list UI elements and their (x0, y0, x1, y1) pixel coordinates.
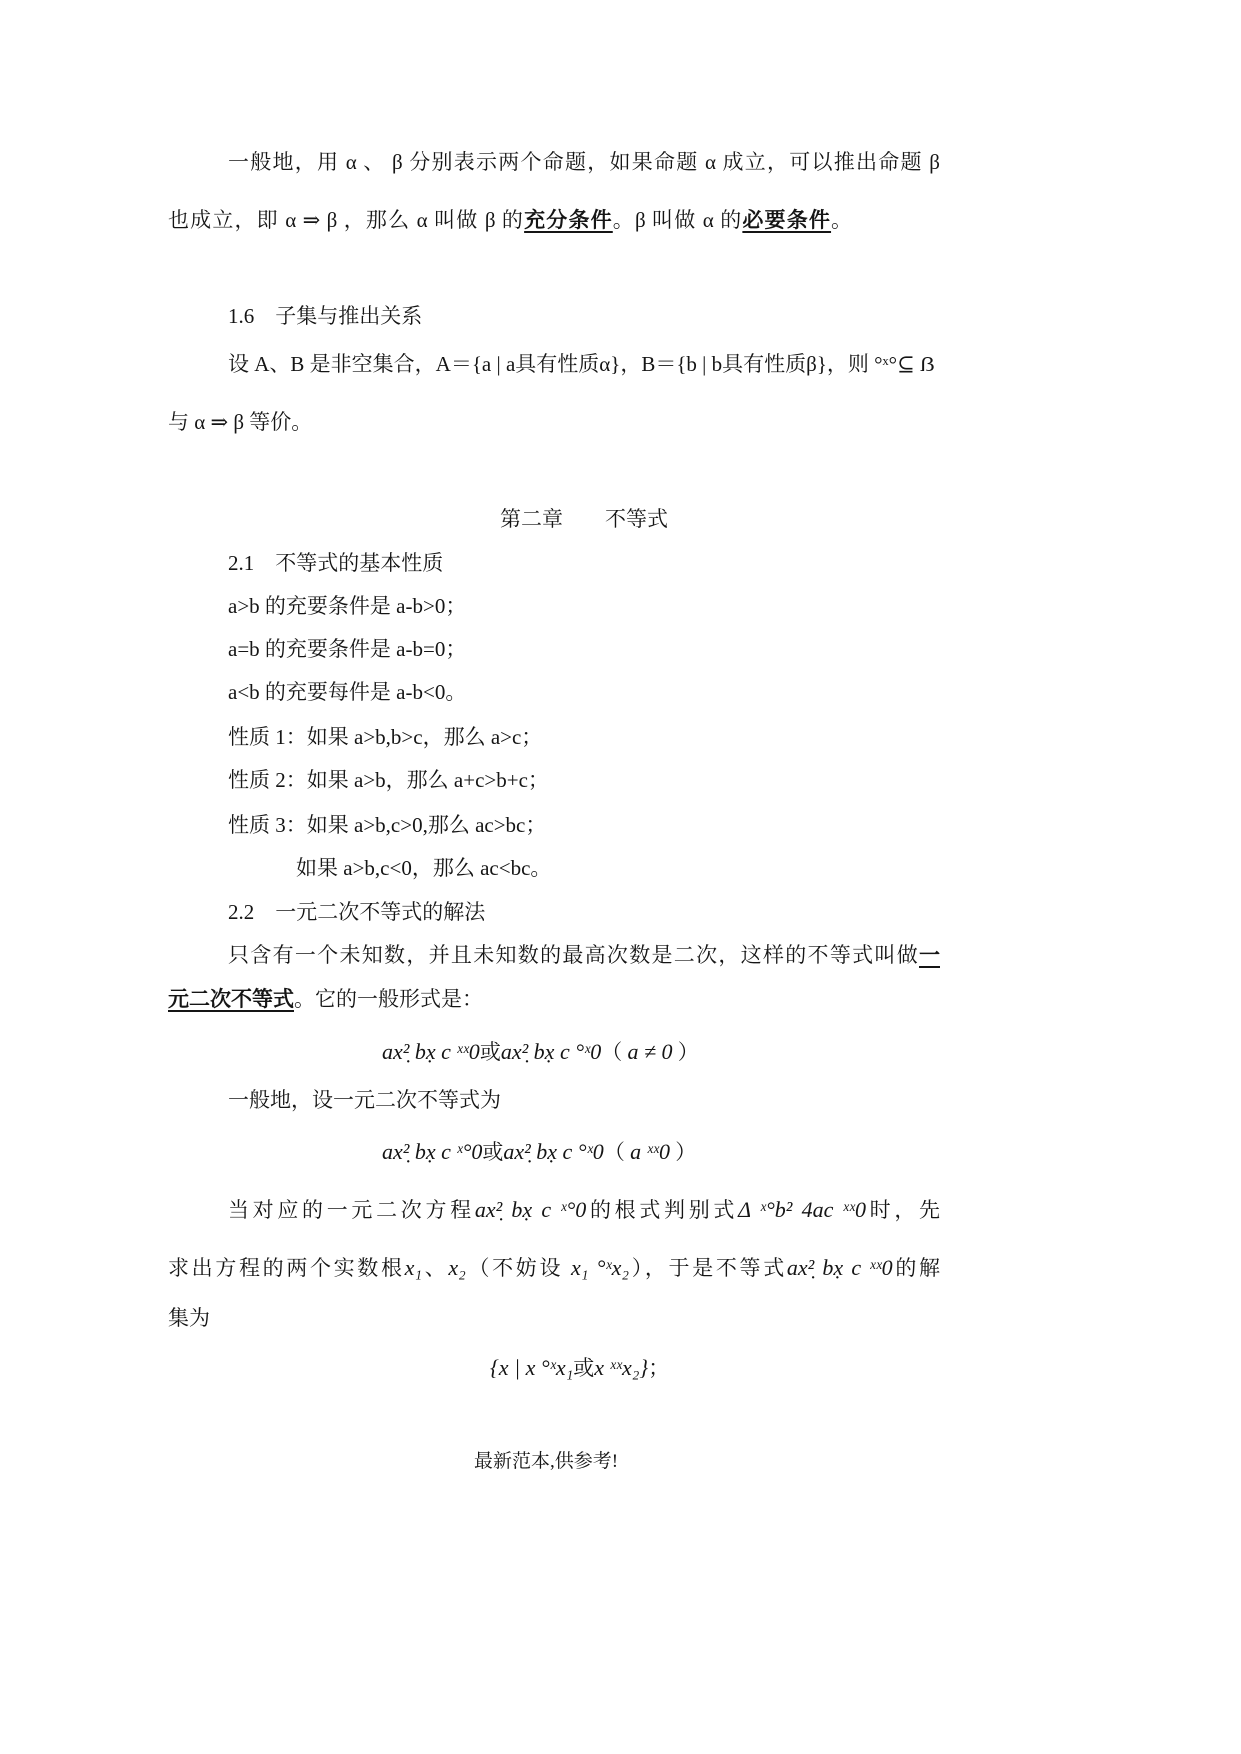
text-segment: 的解 (892, 1256, 940, 1280)
paragraph-line: 集为 (168, 1306, 210, 1330)
text-segment: 。它的一般形式是： (294, 987, 483, 1011)
paragraph-line: 一般地，设一元二次不等式为 (228, 1088, 501, 1112)
section-heading: 1.6 子集与推出关系 (228, 304, 423, 328)
paragraph-line: 设 A、B 是非空集合，A＝{a | a具有性质α}，B＝{b | b具有性质β}，则 °ˣ°⊆ ẞ (228, 352, 935, 376)
formula-general-form (382, 1037, 699, 1067)
text-segment: ），于是不等式 (629, 1256, 787, 1280)
formula-assumed-form (382, 1137, 696, 1167)
formula-expression: ax²̣ bx̣ c °ˣ0 (503, 1139, 604, 1164)
text-segment: 求出方程的两个实数根 (168, 1256, 405, 1280)
term-necessary-condition: 必要条件 (742, 208, 832, 232)
paragraph-line (228, 940, 940, 970)
page-footer: 最新范本,供参考! (474, 1451, 619, 1472)
term-quadratic-inequality: 一 (919, 943, 940, 967)
property-line: a>b 的充要条件是 a-b>0； (228, 594, 467, 618)
text-segment: 或 (479, 1040, 501, 1064)
text-segment: 当对应的一元二次方程 (228, 1198, 475, 1222)
text-segment: 时，先 (865, 1198, 941, 1222)
formula-expression: ax²̣ bx̣ c ˣ°0 (382, 1139, 483, 1164)
formula-inequality: ax²̣ bx̣ c ˣˣ0 (786, 1255, 893, 1280)
formula-expression: ax²̣ bx̣ c ˣˣ0 (382, 1039, 480, 1064)
property-line: a<b 的充要每件是 a-b<0。 (228, 680, 467, 704)
paragraph-line (168, 205, 852, 235)
term-sufficient-condition: 充分条件 (524, 208, 613, 232)
text-segment: （ (603, 1140, 631, 1164)
paragraph-line (228, 1195, 940, 1225)
text-segment: 、 (422, 1256, 449, 1280)
paragraph-line (168, 984, 483, 1014)
text-segment: ； (648, 1356, 670, 1380)
formula-solution-set (490, 1353, 669, 1383)
property-line: 性质 2：如果 a>b，那么 a+c>b+c； (228, 768, 549, 792)
text-segment: ） (672, 1040, 699, 1064)
property-line: 性质 1：如果 a>b,b>c，那么 a>c； (228, 725, 543, 749)
section-heading: 2.1 不等式的基本性质 (228, 551, 444, 575)
text-segment: （ (601, 1040, 628, 1064)
text-segment: 也成立，即 α ⇒ β ，那么 α 叫做 β 的 (168, 208, 525, 232)
formula-root: x₁ (404, 1255, 423, 1280)
formula-expression: ax²̣ bx̣ c °ˣ0 (500, 1039, 602, 1064)
text-segment: 或 (573, 1356, 595, 1380)
chapter-title: 第二章 不等式 (500, 507, 668, 531)
formula-assumption: x₁ °ˣx₂ (571, 1255, 630, 1280)
text-segment: 。β 叫做 α 的 (612, 208, 743, 232)
formula-condition: a ≠ 0 (627, 1039, 673, 1064)
text-segment: 或 (482, 1140, 504, 1164)
text-segment: 只含有一个未知数，并且未知数的最高次数是二次，这样的不等式叫做 (228, 943, 919, 967)
property-line: 如果 a>b,c<0，那么 ac<bc。 (296, 856, 552, 880)
formula-discriminant: Δ ˣ°b² 4ac ˣˣ0 (738, 1197, 866, 1222)
text-segment: 的根式判别式 (586, 1198, 739, 1222)
paragraph-line (168, 1253, 940, 1283)
property-line: 性质 3：如果 a>b,c>0,那么 ac>bc； (228, 813, 547, 837)
paragraph-line: 一般地，用 α 、 β 分别表示两个命题，如果命题 α 成立，可以推出命题 β (228, 150, 940, 174)
section-heading: 2.2 一元二次不等式的解法 (228, 900, 486, 924)
formula-equation: ax²̣ bx̣ c ˣ°0 (474, 1197, 587, 1222)
text-segment: （不妨设 (465, 1256, 572, 1280)
formula-root: x₂ (448, 1255, 466, 1280)
property-line: a=b 的充要条件是 a-b=0； (228, 637, 467, 661)
text-segment: ） (669, 1140, 697, 1164)
formula-expression: {x | x °ˣx₁ (490, 1355, 574, 1380)
formula-condition: a ˣˣ0 (630, 1139, 670, 1164)
formula-expression: x ˣˣx₂} (594, 1355, 649, 1380)
paragraph-line: 与 α ⇒ β 等价。 (168, 410, 313, 434)
term-quadratic-inequality: 元二次不等式 (168, 987, 294, 1011)
text-segment: 。 (831, 208, 853, 232)
